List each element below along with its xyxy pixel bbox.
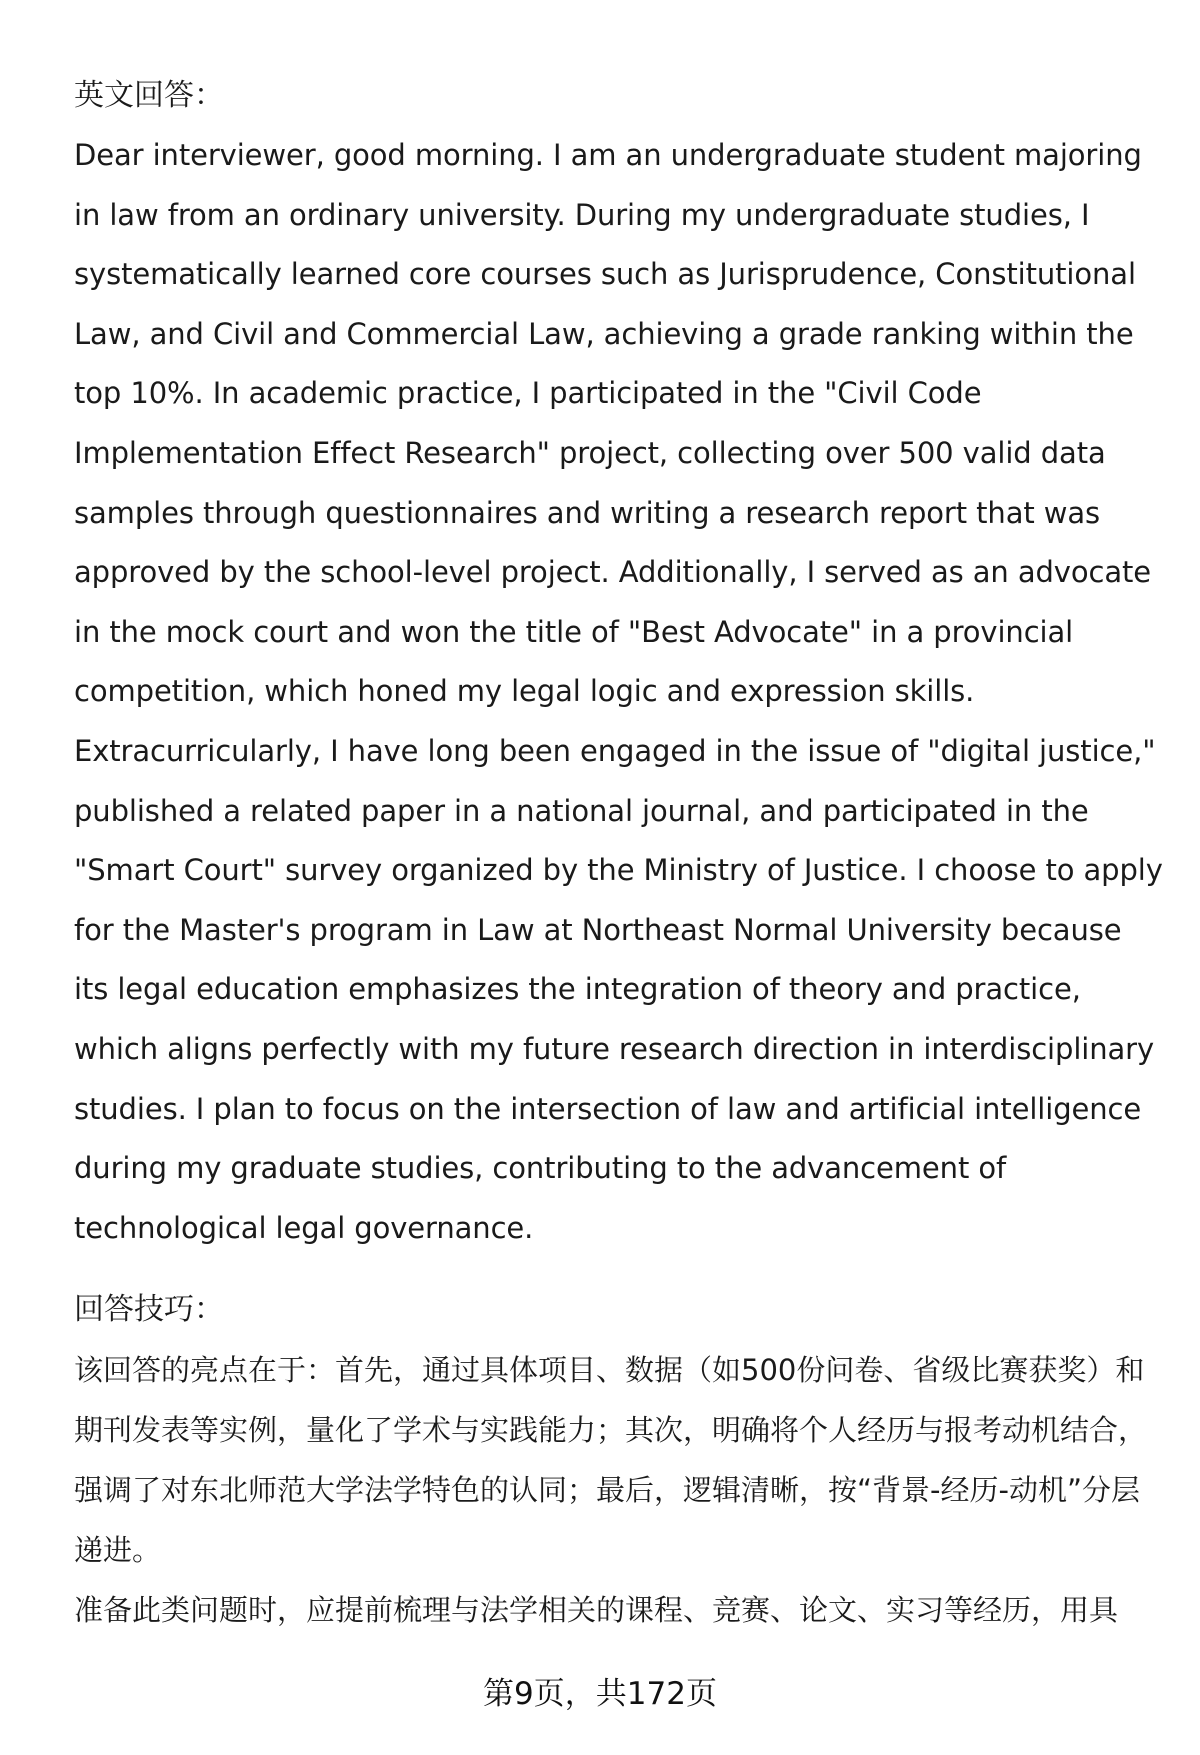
english-answer-text: Dear interviewer, good morning. I am an undergraduate student majoring in law from an ordinary university. During my undergraduate studies, I systematically learned core courses such as Jurisprudence, Constitutional Law, and Civil and Commercial Law, achieving a grade ranking within the top 10%. In academic practice, I participated in the "Civil Code Implementation Effect Research" project, collecting over 500 valid data samples through questionnaires and writing a research report that was approved by the school-level project. Additionally, I served as an advocate in the mock court and won the title of "Best Advocate" in a provincial competition, which honed my legal logic and expression skills. Extracurricularly, I have long been engaged in the issue of "digital justice," published a related paper in a national journal, and participated in the "Smart Court" survey organized by the Ministry of Justice. I choose to apply for the Master's program in Law at Northeast Normal University because its legal education emphasizes the integration of theory and practice, which aligns perfectly with my future research direction in interdisciplinary studies. I plan to focus on the intersection of law and artificial intelligence during my graduate studies, contributing to the advancement of technological legal governance. [74, 138, 1163, 1245]
english-answer-label: 英文回答： [74, 78, 224, 113]
tips-paragraph-1: 该回答的亮点在于：首先，通过具体项目、数据（如500份问卷、省级比赛获奖）和期刊发表等实例，量化了学术与实践能力；其次，明确将个人经历与报考动机结合，强调了对东北师范大学法学特色的认同；最后，逻辑清晰，按“背景-经历-动机”分层递进。 [74, 1353, 1148, 1568]
page-number: 第9页，共172页 [483, 1676, 717, 1712]
tips-paragraph-2: 准备此类问题时，应提前梳理与法学相关的课程、竞赛、论文、实习等经历，用具 [74, 1593, 1119, 1628]
tips-label: 回答技巧： [74, 1292, 224, 1328]
page-content [74, 66, 1164, 1640]
